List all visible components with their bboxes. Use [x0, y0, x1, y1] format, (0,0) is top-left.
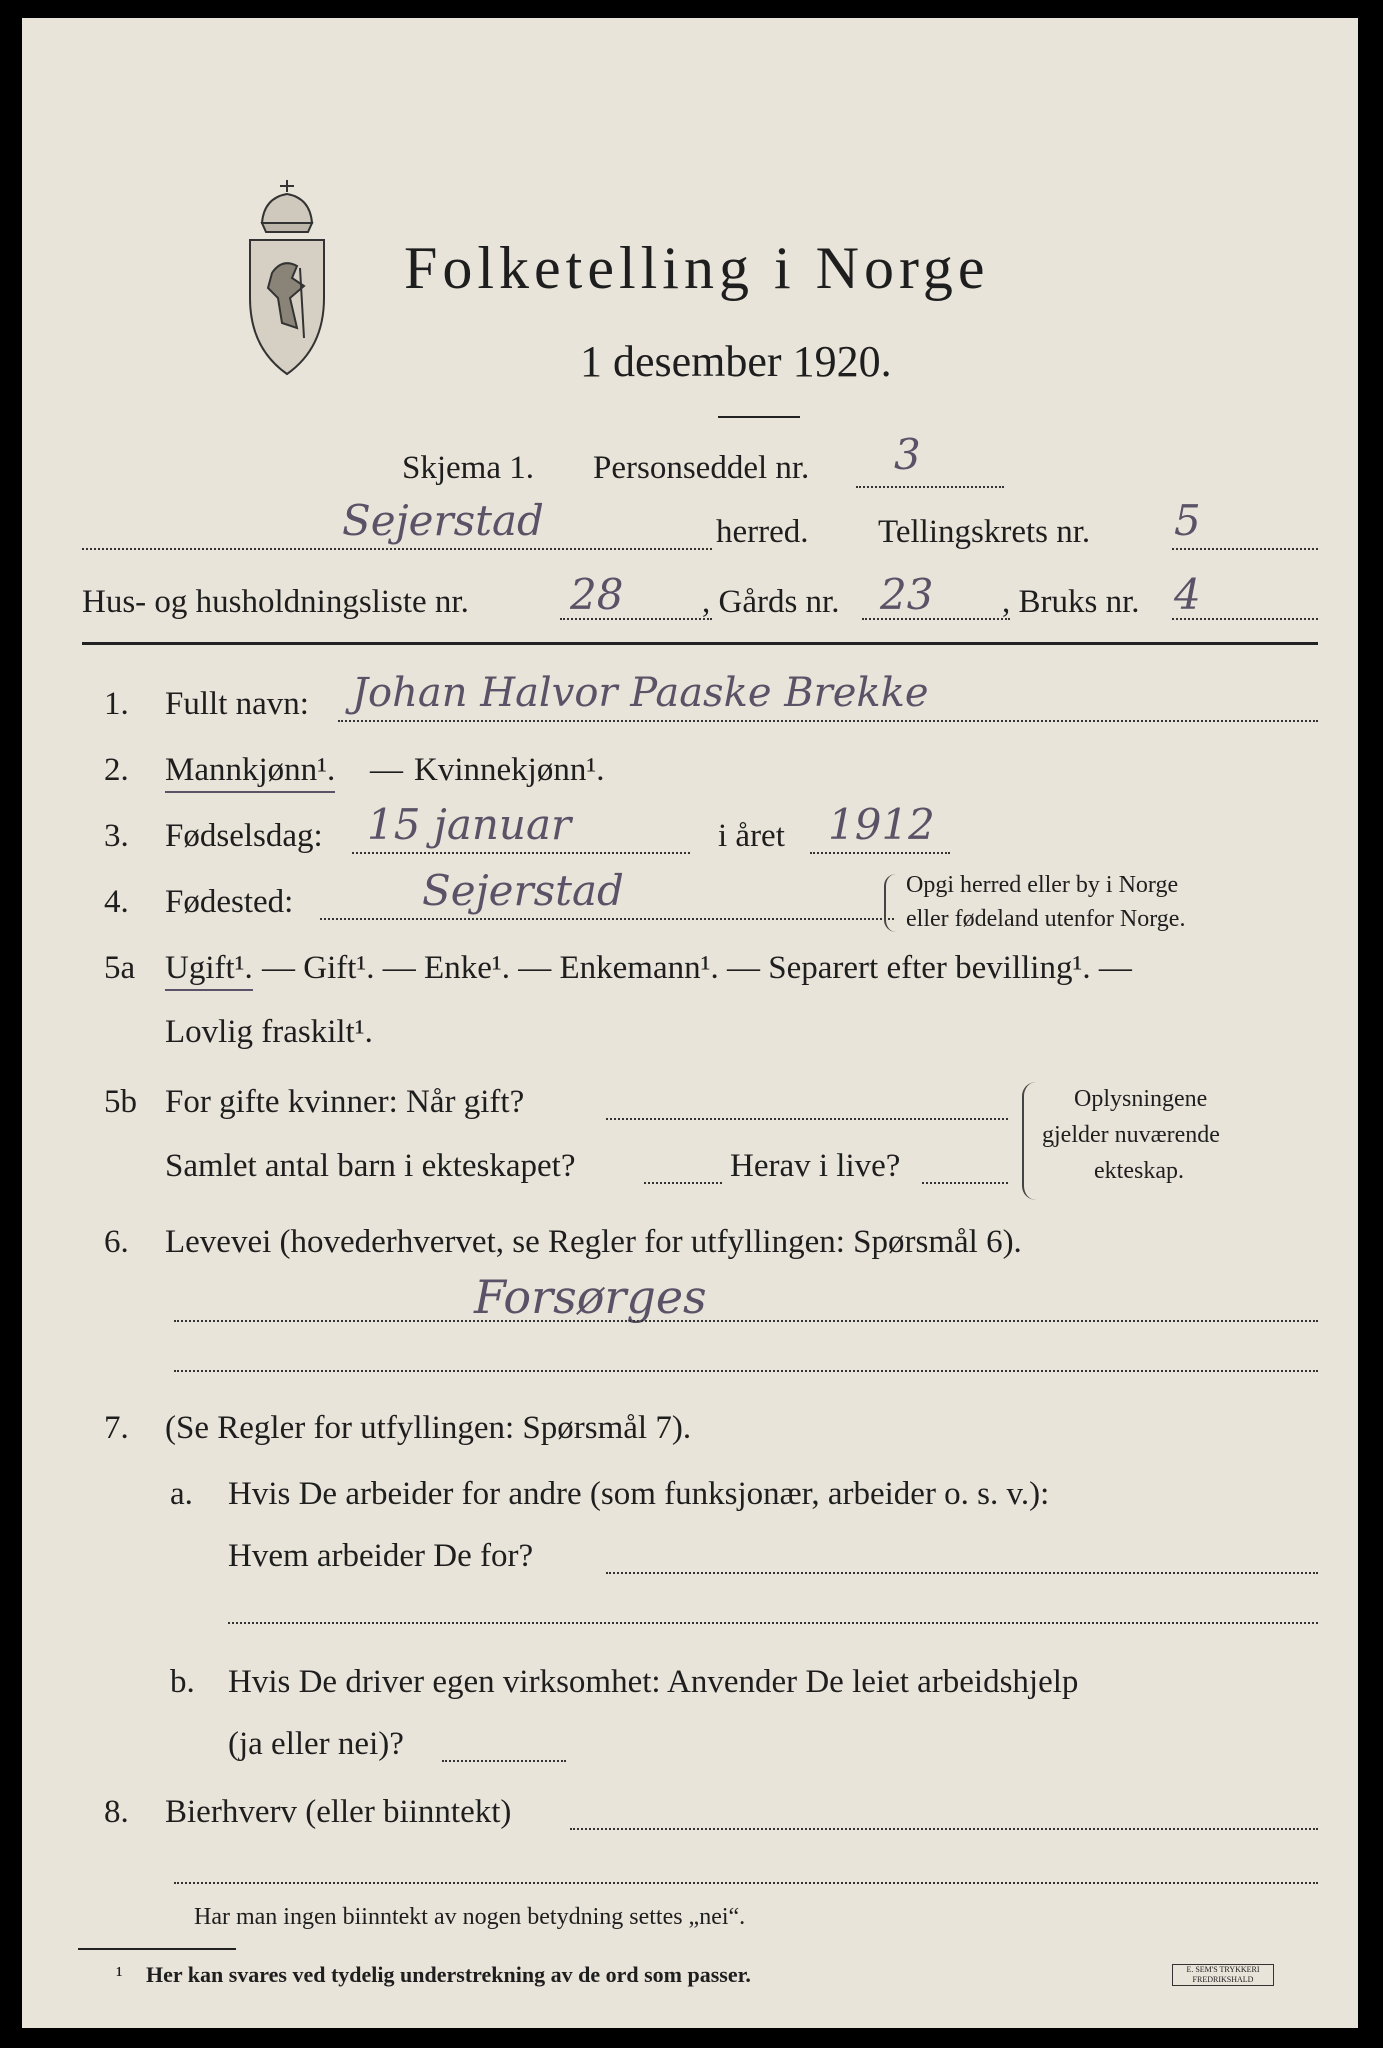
full-name-field [338, 720, 1318, 722]
tellingskrets-label: Tellingskrets nr. [878, 514, 1091, 550]
children-count-label: Samlet antal barn i ekteskapet? [165, 1148, 576, 1184]
personseddel-value: 3 [894, 430, 921, 479]
herred-field [82, 548, 712, 550]
employer-field [606, 1572, 1318, 1574]
herred-value: Sejerstad [342, 496, 544, 545]
q5b-label: For gifte kvinner: Når gift? [165, 1084, 525, 1120]
occupation-value: Forsørges [474, 1270, 707, 1324]
footnote-mark: ¹ [116, 1962, 123, 1987]
children-count-field [644, 1182, 722, 1184]
norway-coat-of-arms-icon [242, 178, 332, 378]
birthday-value: 15 januar [367, 800, 572, 849]
q5b-number: 5b [104, 1084, 137, 1120]
census-form-page [22, 18, 1358, 2028]
ja-nei-field [442, 1760, 566, 1762]
q7a-employer-label: Hvem arbeider De for? [228, 1538, 534, 1574]
gender-male-option: Mannkjønn¹. [165, 752, 335, 793]
q6-label: Levevei (hovederhvervet, se Regler for utfyllingen: Spørsmål 6). [165, 1224, 1022, 1260]
q1-label: Fullt navn: [165, 686, 309, 722]
bruks-value: 4 [1174, 570, 1201, 619]
footnote-text: Her kan svares ved tydelig understrekning av de ord som passer. [146, 1962, 751, 1987]
gards-label: , Gårds nr. [702, 584, 840, 620]
q1-number: 1. [104, 686, 129, 722]
birth-year-value: 1912 [828, 800, 935, 849]
header-separator [82, 642, 1318, 645]
birth-year-field [810, 852, 950, 854]
q3-number: 3. [104, 818, 129, 854]
tellingskrets-field [1172, 548, 1318, 550]
q7a-letter: a. [170, 1476, 193, 1512]
personseddel-field [856, 486, 1004, 488]
birthday-field [352, 852, 690, 854]
children-alive-label: Herav i live? [730, 1148, 901, 1184]
herred-label: herred. [716, 514, 809, 550]
footnote-divider [78, 1948, 236, 1950]
q5b-note-line3: ekteskap. [1094, 1158, 1184, 1184]
tellingskrets-value: 5 [1174, 496, 1201, 545]
full-name-value: Johan Halvor Paaske Brekke [352, 670, 929, 716]
q4-label: Fødested: [165, 884, 294, 920]
q3-label: Fødselsdag: [165, 818, 323, 854]
gards-value: 23 [880, 570, 934, 619]
form-title: Folketelling i Norge [404, 235, 990, 301]
birthplace-field [320, 918, 894, 920]
q8-label: Bierhverv (eller biinntekt) [165, 1794, 512, 1830]
q7b-ja-nei-label: (ja eller nei)? [228, 1726, 404, 1762]
q8-number: 8. [104, 1794, 129, 1830]
occupation-field-1 [174, 1320, 1318, 1322]
q7-label: (Se Regler for utfyllingen: Spørsmål 7). [165, 1410, 692, 1446]
q6-number: 6. [104, 1224, 129, 1260]
employer-field-2 [228, 1622, 1318, 1624]
footer-note: Har man ingen biinntekt av nogen betydning settes „nei“. [194, 1904, 746, 1930]
personseddel-label: Personseddel nr. [593, 450, 810, 486]
children-alive-field [922, 1182, 1008, 1184]
marital-ugift-option: Ugift¹. [165, 950, 253, 991]
birthplace-value: Sejerstad [422, 866, 624, 915]
occupation-field-2 [174, 1370, 1318, 1372]
q7a-label: Hvis De arbeider for andre (som funksjonær, arbeider o. s. v.): [228, 1476, 1050, 1512]
q4-note-line2: eller fødeland utenfor Norge. [906, 906, 1186, 932]
birth-year-label: i året [718, 818, 785, 854]
husliste-value: 28 [570, 570, 624, 619]
bruks-label: , Bruks nr. [1002, 584, 1140, 620]
q5a-number: 5a [104, 950, 136, 986]
q5b-note-brace [1022, 1082, 1036, 1200]
q5b-note-line1: Oplysningene [1074, 1086, 1208, 1112]
q4-note-brace [884, 874, 896, 932]
printer-stamp: E. SEM'S TRYKKERI FREDRIKSHALD [1172, 1964, 1274, 1986]
marital-other-options: — Gift¹. — Enke¹. — Enkemann¹. — Separert efter bevilling¹. — [262, 950, 1132, 986]
q5b-note-line2: gjelder nuværende [1042, 1122, 1220, 1148]
marital-fraskilt-option: Lovlig fraskilt¹. [165, 1014, 373, 1050]
title-divider [718, 416, 800, 418]
gender-female-option: Kvinnekjønn¹. [414, 752, 605, 788]
q7-number: 7. [104, 1410, 129, 1446]
side-income-field-2 [174, 1882, 1318, 1884]
q7b-letter: b. [170, 1664, 195, 1700]
q2-number: 2. [104, 752, 129, 788]
schema-label: Skjema 1. [402, 450, 534, 486]
married-when-field [606, 1118, 1008, 1120]
side-income-field [570, 1828, 1318, 1830]
q4-note-line1: Opgi herred eller by i Norge [906, 872, 1179, 898]
census-date: 1 desember 1920. [580, 337, 892, 386]
q7b-label: Hvis De driver egen virksomhet: Anvender De leiet arbeidshjelp [228, 1664, 1079, 1700]
husliste-label: Hus- og husholdningsliste nr. [82, 584, 469, 620]
q4-number: 4. [104, 884, 129, 920]
gender-separator: — [370, 752, 403, 788]
